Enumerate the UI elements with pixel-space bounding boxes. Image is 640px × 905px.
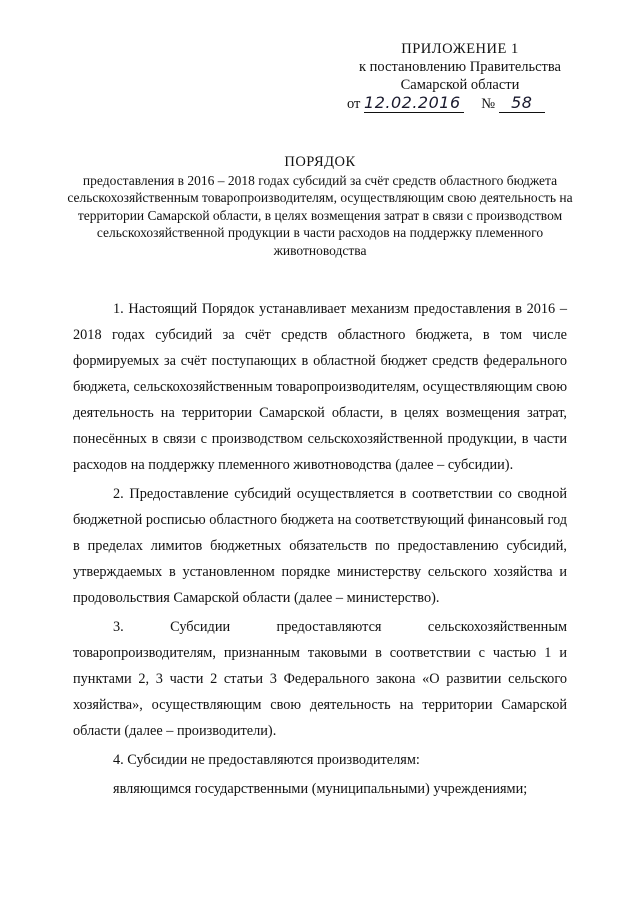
decree-number: 58 (511, 93, 533, 112)
decree-date-number (347, 95, 607, 113)
appendix-header (330, 40, 590, 94)
paragraph-4: 4. Субсидии не предоставляются производителям: (113, 752, 420, 768)
appendix-decree-line: к постановлению Правительства (359, 59, 561, 75)
paragraph-5: являющимся государственными (муниципальными) учреждениями; (113, 781, 528, 797)
decree-date: 12.02.2016 (364, 93, 461, 112)
title-heading: ПОРЯДОК (284, 154, 356, 170)
title-subtitle: предоставления в 2016 – 2018 годах субсидий за счёт средств областного бюджета сельскохозяйственным товаропроизводителям, осуществляющим свою деятельность на территории Самарской области, в целях возмещения затрат в связи с производством сельскохозяйственной продукции в части расходов на поддержку племенного животноводства (67, 172, 573, 258)
document-body (73, 296, 567, 805)
decree-date-field (364, 95, 464, 113)
paragraph-2: 2. Предоставление субсидий осуществляется в соответствии со сводной бюджетной росписью областного бюджета на соответствующий финансовый год в пределах лимитов бюджетных обязательств по предоставлению субсидий, утверждаемых в установленном порядке министерству сельского хозяйства и продовольствия Самарской области (далее – министерство). (73, 486, 567, 606)
appendix-title: ПРИЛОЖЕНИЕ 1 (401, 41, 519, 57)
document-title (60, 154, 580, 259)
paragraph-1: 1. Настоящий Порядок устанавливает механизм предоставления в 2016 – 2018 годах субсидий за счёт средств областного бюджета, в том числе формируемых за счёт поступающих в областной бюджет средств федерального бюджета, сельскохозяйственным товаропроизводителям, осуществляющим свою деятельность на территории Самарской области, в целях возмещения затрат, понесённых в связи с производством сельскохозяйственной продукции, в части расходов на поддержку племенного животноводства (далее – субсидии). (73, 301, 567, 473)
appendix-region-line: Самарской области (400, 77, 520, 93)
paragraph-3: 3. Субсидии предоставляются сельскохозяйственным товаропроизводителям, признанным таковыми в соответствии с частью 1 и пунктами 2, 3 части 2 статьи 3 Федерального закона «О развитии сельского хозяйства», осуществляющим свою деятельность на территории Самарской области (далее – производители). (73, 619, 567, 739)
decree-number-field (499, 95, 545, 113)
from-label: от (347, 96, 361, 112)
number-label: № (481, 96, 496, 112)
